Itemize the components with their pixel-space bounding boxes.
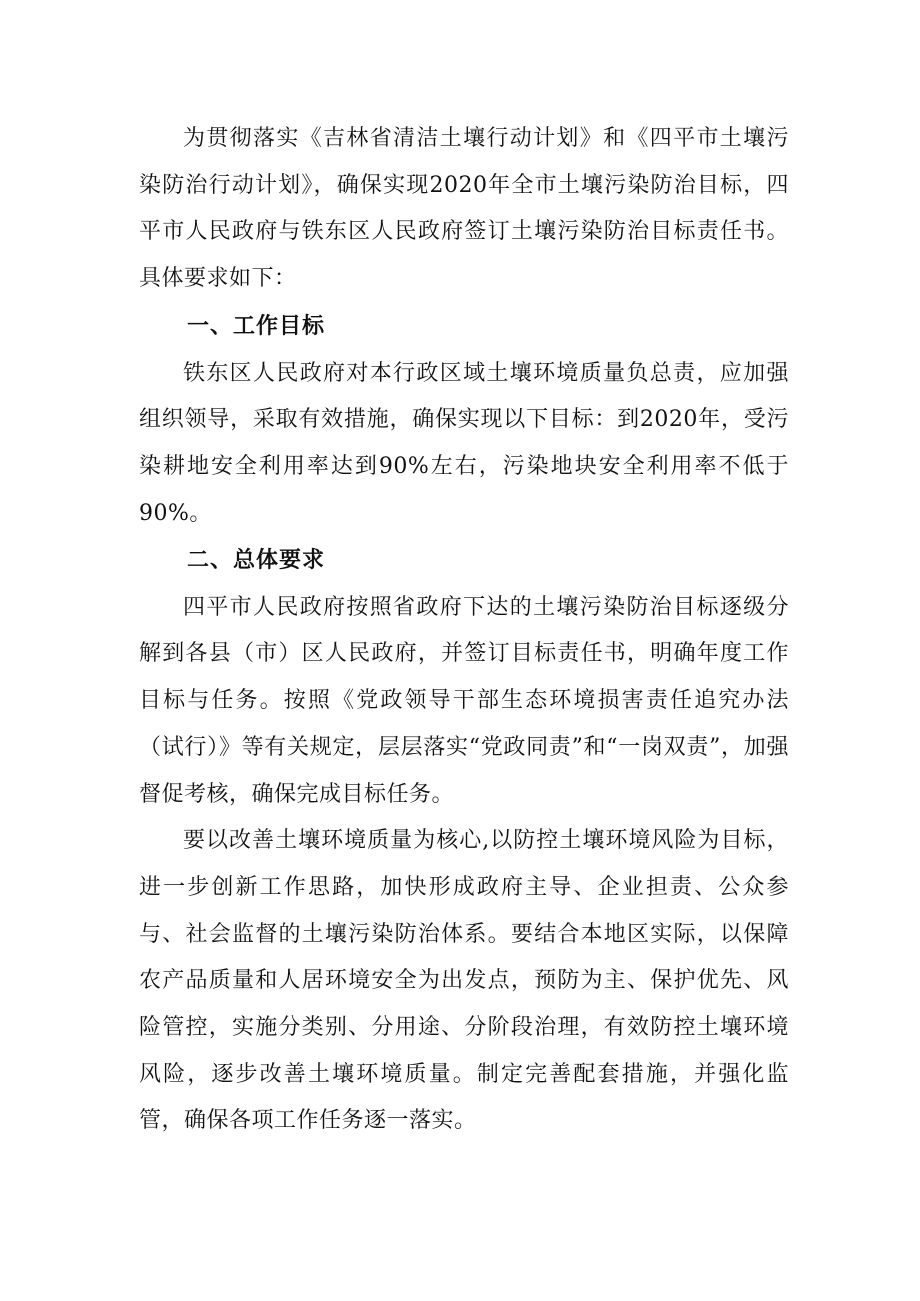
section-2 xyxy=(139,538,789,1145)
intro-block xyxy=(139,116,789,303)
section-2-paragraph-2: 要以改善土壤环境质量为核心,以防控土壤环境风险为目标，进一步创新工作思路，加快形成政府主导、企业担责、公众参与、社会监督的土壤污染防治体系。要结合本地区实际，以保障农产品质量和人居环境安全为出发点，预防为主、保护优先、风险管控，实施分类别、分用途、分阶段治理，有效防控土壤环境风险，逐步改善土壤环境质量。制定完善配套措施，并强化监管，确保各项工作任务逐一落实。 xyxy=(139,828,789,1134)
section-1-paragraph: 铁东区人民政府对本行政区域土壤环境质量负总责，应加强组织领导，采取有效措施，确保实现以下目标：到2020年，受污染耕地安全利用率达到90%左右，污染地块安全利用率不低于90%。 xyxy=(139,360,789,526)
section-2-heading: 二、总体要求 xyxy=(187,548,326,573)
section-1-heading: 一、工作目标 xyxy=(187,314,326,339)
section-1 xyxy=(139,304,789,538)
intro-paragraph: 为贯彻落实《吉林省清洁土壤行动计划》和《四平市土壤污染防治行动计划》，确保实现2020年全市土壤污染防治目标，四平市人民政府与铁东区人民政府签订土壤污染防治目标责任书。具体要求如下： xyxy=(139,126,789,292)
section-2-paragraph-1: 四平市人民政府按照省政府下达的土壤污染防治目标逐级分解到各县（市）区人民政府，并签订目标责任书，明确年度工作目标与任务。按照《党政领导干部生态环境损害责任追究办法（试行）》等有关规定，层层落实“党政同责”和“一岗双责”，加强督促考核，确保完成目标任务。 xyxy=(139,594,789,807)
